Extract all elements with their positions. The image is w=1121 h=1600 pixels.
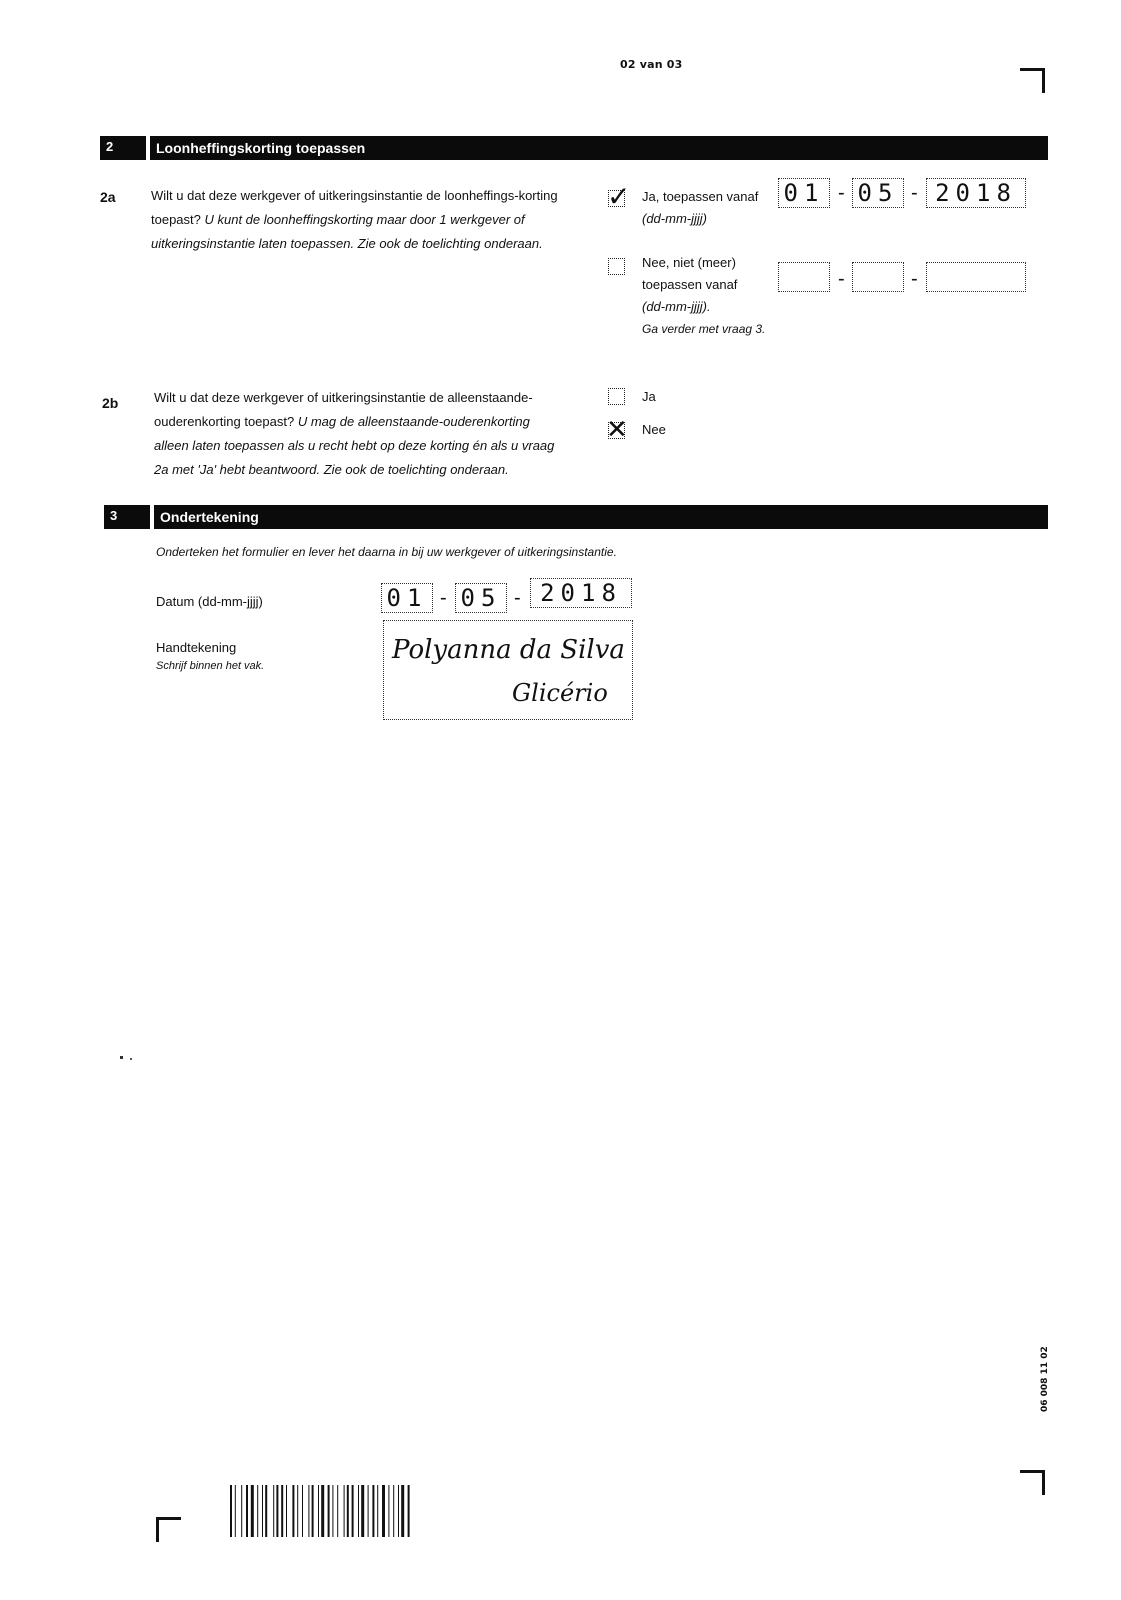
date-dash: - xyxy=(911,182,918,204)
section-separator xyxy=(150,505,154,529)
signature-line-1: Polyanna da Silva xyxy=(392,635,625,665)
section-3-instruction: Onderteken het formulier en lever het daarna in bij uw werkgever of uitkeringsinstantie. xyxy=(156,545,617,559)
date-2a-ja-month[interactable]: 05 xyxy=(852,178,904,208)
date-3-day[interactable]: 01 xyxy=(381,583,433,613)
date-2a-ja-year[interactable]: 2018 xyxy=(926,178,1026,208)
barcode-icon xyxy=(230,1485,462,1537)
corner-mark-bottom-left xyxy=(156,1517,181,1542)
corner-mark-bottom-right xyxy=(1020,1470,1045,1495)
option-2a-nee-label: Nee, niet (meer) toepassen vanaf (dd-mm-jjjj). Ga verder met vraag 3. xyxy=(642,255,766,336)
option-2a-ja-label: Ja, toepassen vanaf (dd-mm-jjjj) xyxy=(642,189,759,226)
section-separator xyxy=(146,136,150,160)
side-form-code: 06 008 11 02 xyxy=(1040,1346,1050,1412)
date-2a-nee-day[interactable] xyxy=(778,262,830,292)
date-2a-ja-day[interactable]: 01 xyxy=(778,178,830,208)
scan-speck xyxy=(120,1056,123,1059)
signature-box[interactable] xyxy=(383,620,633,720)
date-dash: - xyxy=(514,587,521,609)
question-2b-number: 2b xyxy=(102,395,119,411)
date-2a-nee-month[interactable] xyxy=(852,262,904,292)
date-dash: - xyxy=(838,182,845,204)
date-dash: - xyxy=(838,268,845,290)
signature-label: Handtekening xyxy=(156,640,237,655)
page-number: 02 van 03 xyxy=(620,58,683,71)
checkbox-2a-nee[interactable] xyxy=(608,258,625,275)
scan-speck xyxy=(130,1058,132,1060)
signature-hint: Schrijf binnen het vak. xyxy=(156,660,265,672)
cross-mark-icon: ✕ xyxy=(606,415,628,445)
signature-line-2: Glicério xyxy=(512,679,608,707)
option-2b-ja-label: Ja xyxy=(642,389,656,404)
checkbox-2b-ja[interactable] xyxy=(608,388,625,405)
date-dash: - xyxy=(911,268,918,290)
checkbox-2a-ja[interactable] xyxy=(607,180,631,213)
section-3-number: 3 xyxy=(110,508,118,523)
question-2b-text-plain: Wilt u dat deze werkgever of uitkeringsinstantie de alleenstaande-ouderenkorting toepast? xyxy=(154,390,533,429)
checkbox-2b-nee[interactable] xyxy=(606,415,628,445)
question-2b-text-italic: U mag de alleenstaande-ouderenkorting alleen laten toepassen als u recht hebt op deze korting én als u vraag 2a met 'Ja' hebt beantwoord. Zie ook de toelichting onderaan. xyxy=(154,414,555,477)
section-3-header xyxy=(104,505,1048,529)
date-label: Datum (dd-mm-jjjj) xyxy=(156,594,263,609)
question-2a-text-plain: Wilt u dat deze werkgever of uitkeringsinstantie de loonheffings-korting toepast? xyxy=(151,188,558,227)
section-2-number: 2 xyxy=(106,139,114,154)
option-2b-nee-label: Nee xyxy=(642,422,666,437)
check-mark-icon: ✓ xyxy=(607,180,631,213)
section-2-title: Loonheffingskorting toepassen xyxy=(156,140,366,156)
question-2a-text xyxy=(151,184,571,256)
question-2a-number: 2a xyxy=(100,189,116,205)
date-dash: - xyxy=(440,587,447,609)
date-2a-nee-year[interactable] xyxy=(926,262,1026,292)
section-2-header xyxy=(100,136,1048,160)
corner-mark-top-right xyxy=(1020,68,1045,93)
question-2a-text-italic: U kunt de loonheffingskorting maar door 1 werkgever of uitkeringsinstantie laten toepassen. Zie ook de toelichting onderaan. xyxy=(151,212,543,251)
date-3-month[interactable]: 05 xyxy=(455,583,507,613)
section-3-title: Ondertekening xyxy=(160,509,259,525)
date-3-year[interactable]: 2018 xyxy=(530,578,632,608)
question-2b-text xyxy=(154,386,564,482)
